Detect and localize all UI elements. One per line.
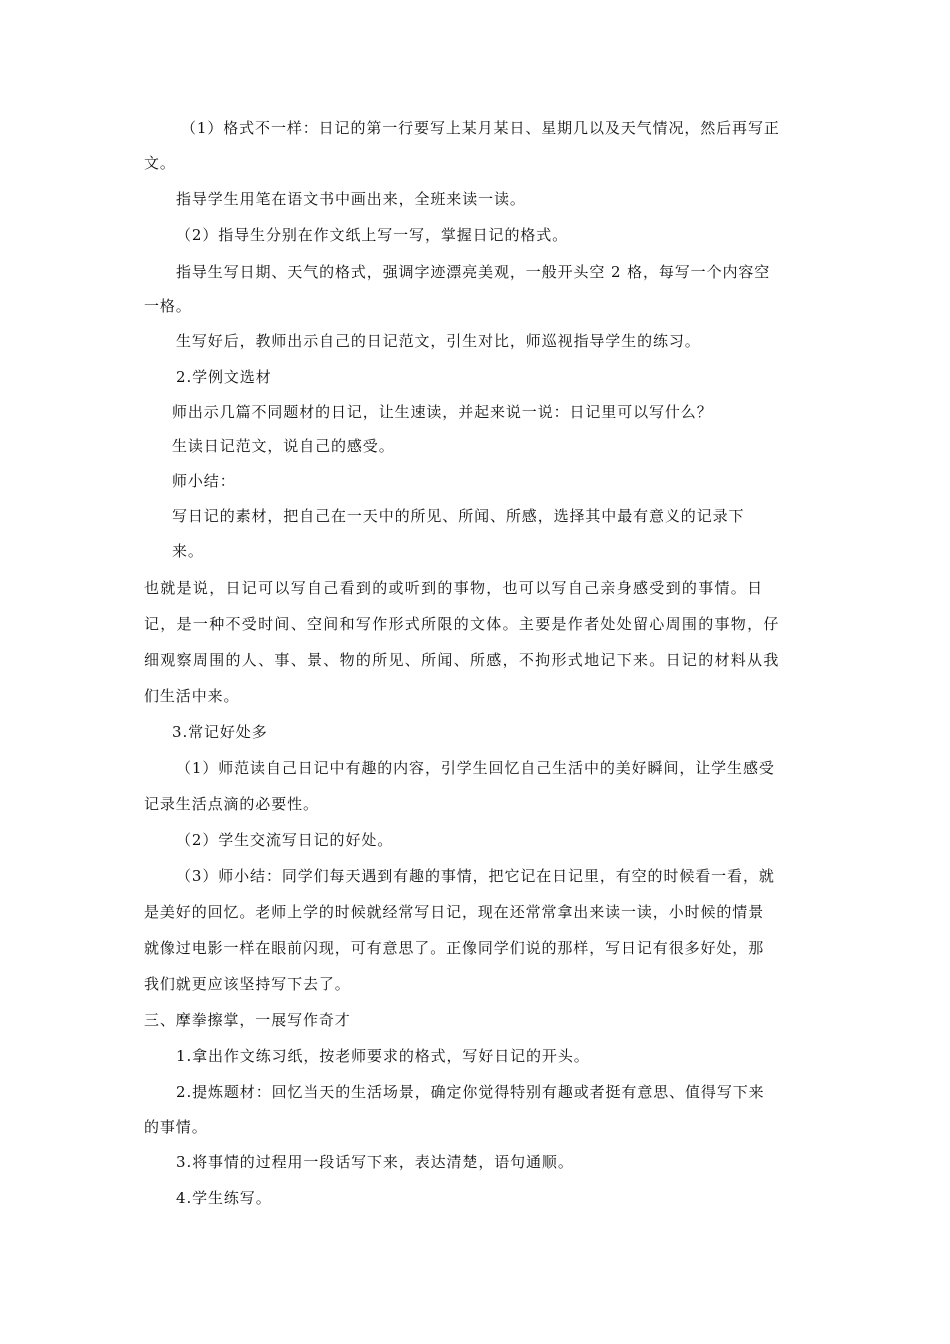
text-line: 生写好后，教师出示自己的日记范文，引生对比，师巡视指导学生的练习。 bbox=[176, 332, 701, 350]
text-line: 也就是说，日记可以写自己看到的或听到的事物，也可以写自己亲身感受到的事情。日 bbox=[144, 579, 764, 597]
text-line: （2）学生交流写日记的好处。 bbox=[176, 831, 394, 849]
text-line: 就像过电影一样在眼前闪现，可有意思了。正像同学们说的那样，写日记有很多好处，那 bbox=[144, 939, 765, 957]
text-line: 们生活中来。 bbox=[144, 687, 240, 705]
text-line: 记，是一种不受时间、空间和写作形式所限的文体。主要是作者处处留心周围的事物，仔 bbox=[144, 615, 780, 633]
text-line: 1.拿出作文练习纸，按老师要求的格式，写好日记的开头。 bbox=[176, 1047, 590, 1065]
text-line: 指导生写日期、天气的格式，强调字迹漂亮美观，一般开头空 2 格，每写一个内容空 bbox=[176, 263, 771, 281]
text-line: 记录生活点滴的必要性。 bbox=[144, 795, 319, 813]
text-line: 来。 bbox=[172, 542, 204, 560]
section-heading: 三、摩拳擦掌，一展写作奇才 bbox=[144, 1011, 351, 1029]
text-line: 生读日记范文，说自己的感受。 bbox=[172, 437, 395, 455]
section-heading: 2.学例文选材 bbox=[176, 368, 272, 386]
text-line: 2.提炼题材：回忆当天的生活场景，确定你觉得特别有趣或者挺有意思、值得写下来 bbox=[176, 1083, 765, 1101]
text-line: 师小结： bbox=[172, 472, 236, 490]
text-line: 的事情。 bbox=[144, 1118, 208, 1136]
text-line: 文。 bbox=[144, 154, 176, 172]
text-line: （1）格式不一样：日记的第一行要写上某月某日、星期几以及天气情况，然后再写正 bbox=[181, 119, 780, 137]
text-line: 3.将事情的过程用一段话写下来，表达清楚，语句通顺。 bbox=[176, 1153, 574, 1171]
section-heading: 3.常记好处多 bbox=[172, 723, 268, 741]
text-line: 是美好的回忆。老师上学的时候就经常写日记，现在还常常拿出来读一读，小时候的情景 bbox=[144, 903, 765, 921]
text-line: 细观察周围的人、事、景、物的所见、所闻、所感，不拘形式地记下来。日记的材料从我 bbox=[144, 651, 780, 669]
text-line: 指导学生用笔在语文书中画出来，全班来读一读。 bbox=[176, 190, 526, 208]
text-line: （1）师范读自己日记中有趣的内容，引学生回忆自己生活中的美好瞬间，让学生感受 bbox=[176, 759, 775, 777]
text-line: 写日记的素材，把自己在一天中的所见、所闻、所感，选择其中最有意义的记录下 bbox=[172, 507, 745, 525]
text-line: （2）指导生分别在作文纸上写一写，掌握日记的格式。 bbox=[176, 226, 569, 244]
text-line: 4.学生练写。 bbox=[176, 1189, 272, 1207]
text-line: 一格。 bbox=[144, 297, 192, 315]
text-line: 师出示几篇不同题材的日记，让生速读，并起来说一说：日记里可以写什么？ bbox=[172, 403, 713, 421]
text-line: （3）师小结：同学们每天遇到有趣的事情，把它记在日记里，有空的时候看一看，就 bbox=[176, 867, 775, 885]
text-line: 我们就更应该坚持写下去了。 bbox=[144, 975, 351, 993]
